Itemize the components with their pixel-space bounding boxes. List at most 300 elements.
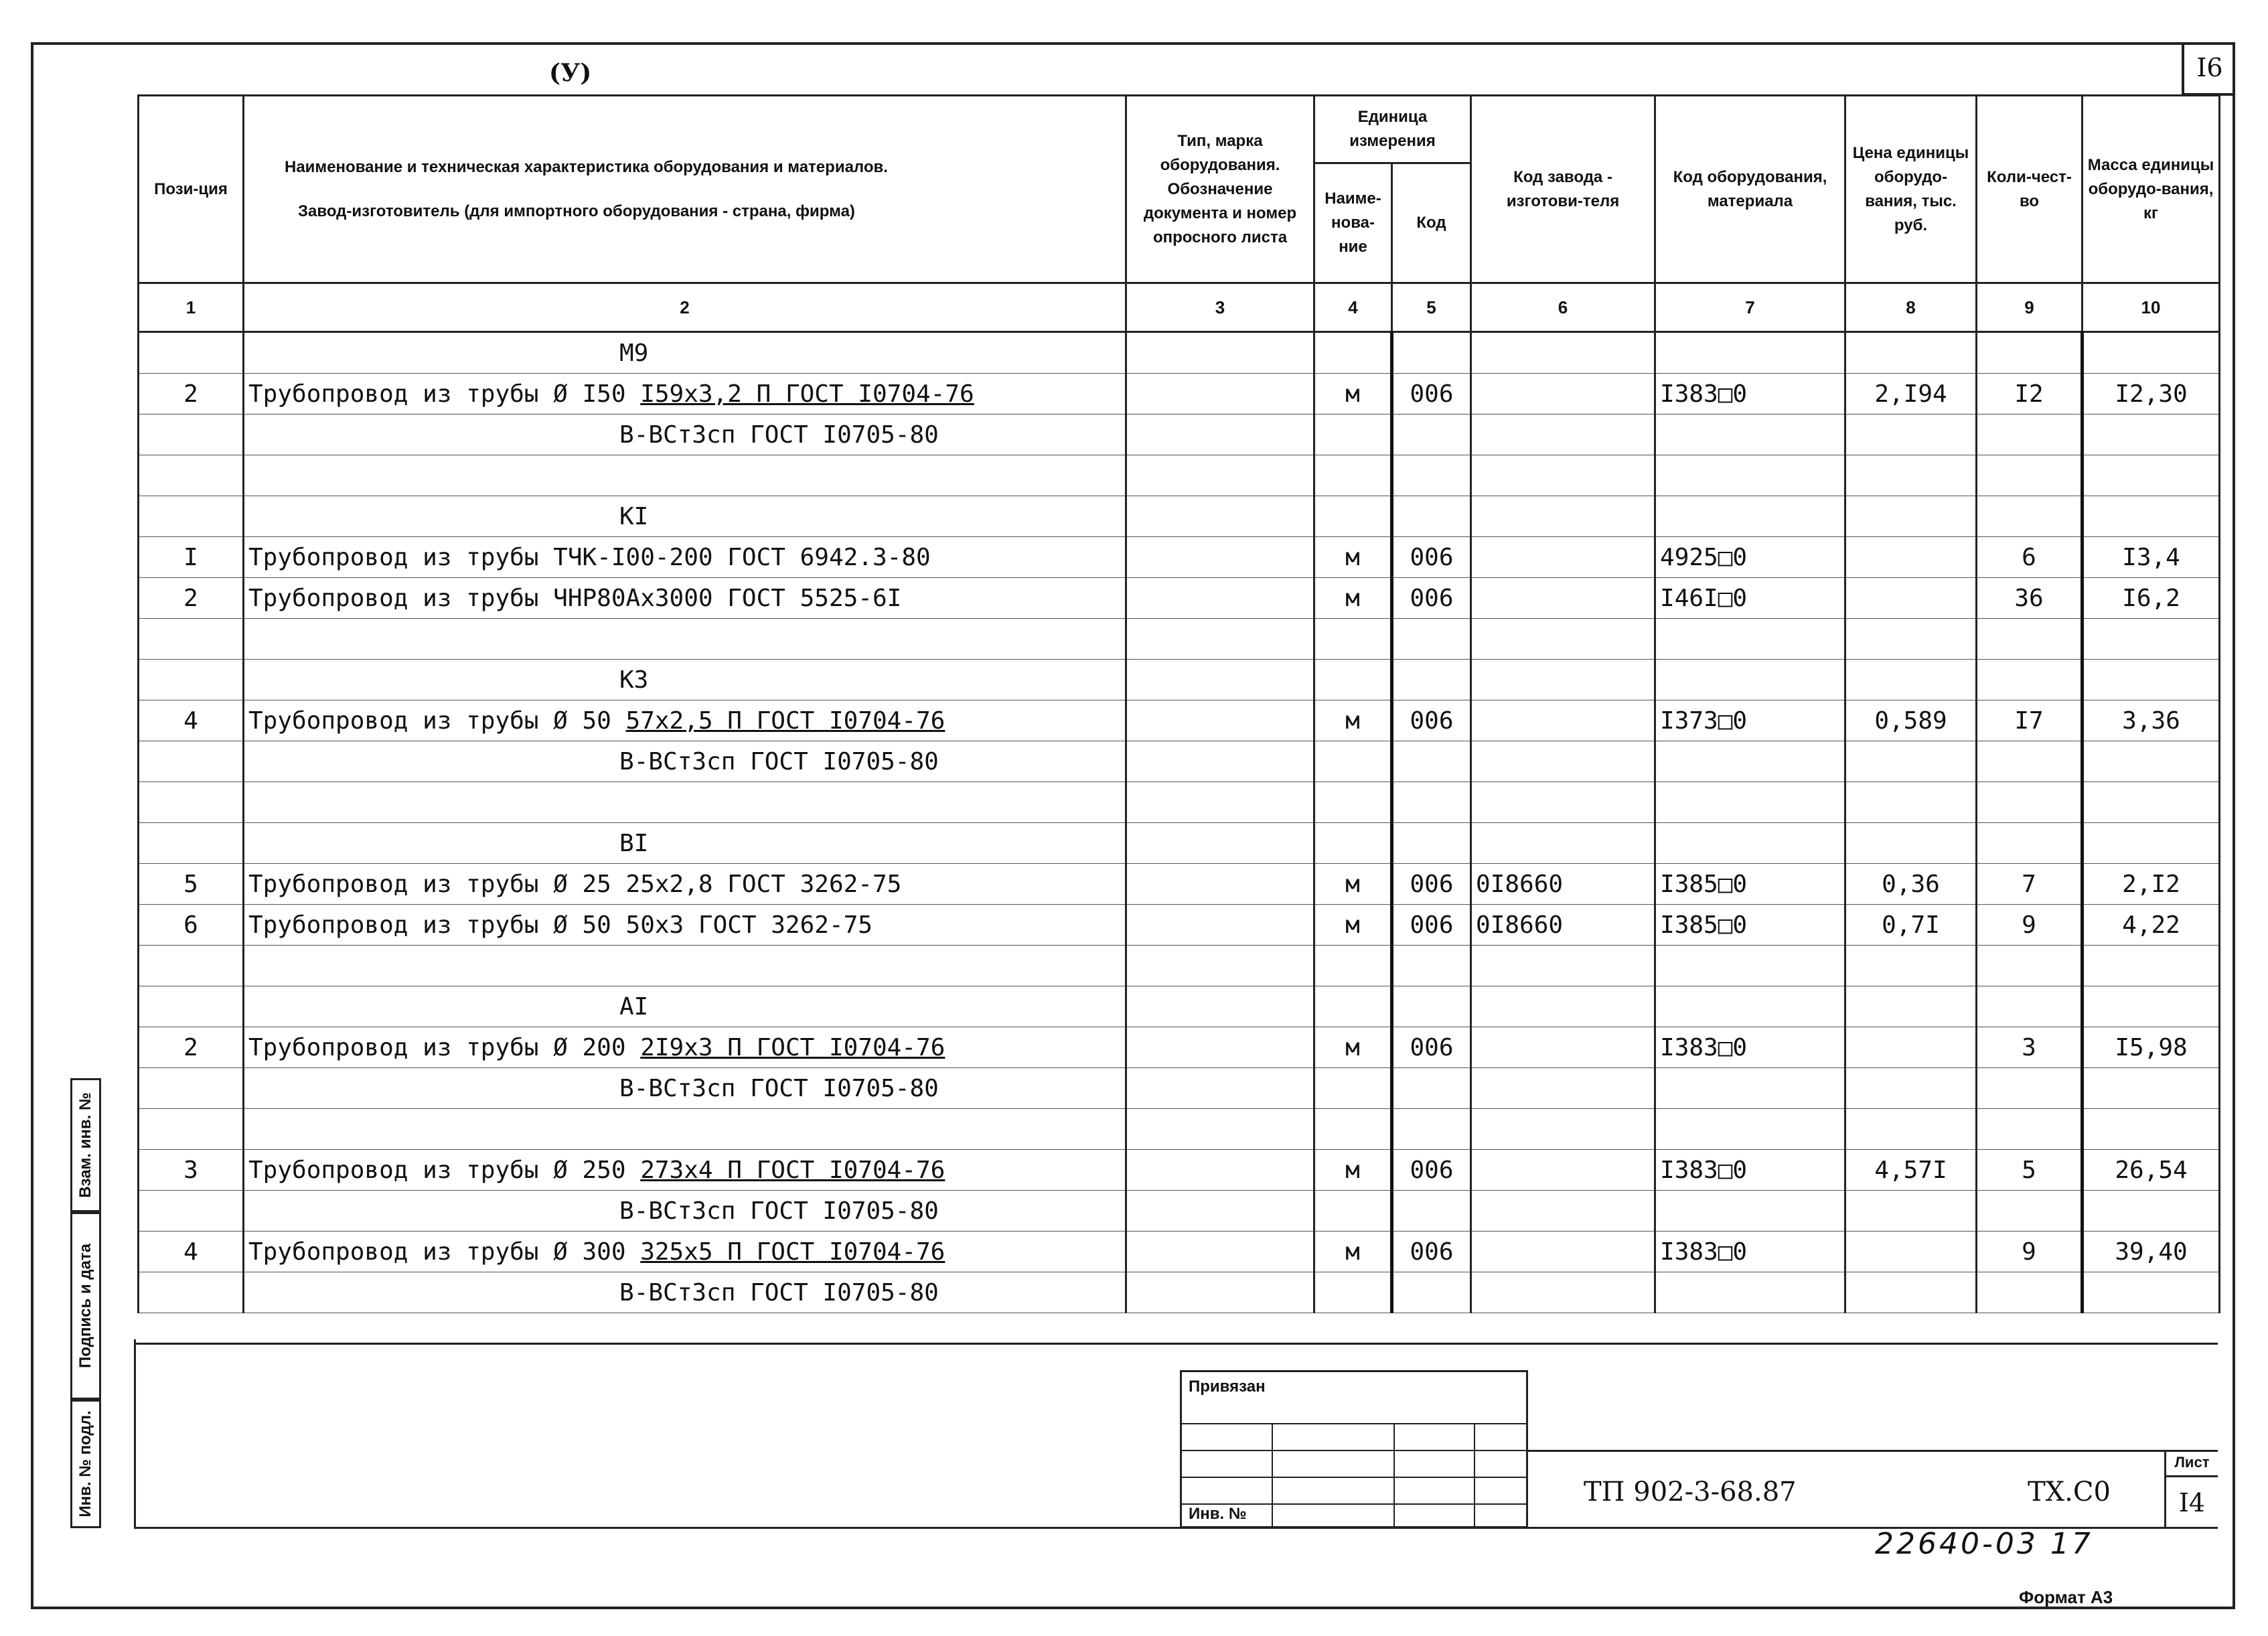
material-code-cell bbox=[1655, 1068, 1845, 1109]
name-cell bbox=[244, 864, 1126, 905]
type-cell bbox=[1126, 332, 1314, 374]
position-cell: 2 bbox=[139, 1027, 244, 1068]
price-cell: 0,7I bbox=[1845, 905, 1977, 946]
material-code-cell bbox=[1655, 946, 1845, 986]
name-spec-text: 325x5 П ГОСТ I0704-76 bbox=[640, 1238, 946, 1266]
price-cell: 0,589 bbox=[1845, 700, 1977, 741]
mass-cell: I5,98 bbox=[2083, 1027, 2220, 1068]
unit-code-cell bbox=[1392, 986, 1471, 1027]
unit-code-cell bbox=[1392, 660, 1471, 700]
quantity-cell: 5 bbox=[1977, 1150, 2083, 1191]
material-code-cell bbox=[1655, 619, 1845, 660]
type-cell bbox=[1126, 1027, 1314, 1068]
position-cell bbox=[139, 1109, 244, 1150]
quantity-cell bbox=[1977, 1272, 2083, 1313]
unit-cell bbox=[1314, 1068, 1392, 1109]
factory-code-cell bbox=[1471, 374, 1655, 415]
name-cell bbox=[244, 946, 1126, 986]
unit-cell: м bbox=[1314, 700, 1392, 741]
group-row bbox=[139, 823, 2220, 864]
name-cell bbox=[244, 1232, 1126, 1272]
position-cell: 4 bbox=[139, 1232, 244, 1272]
position-cell bbox=[139, 946, 244, 986]
position-cell bbox=[139, 660, 244, 700]
name-text: Трубопровод из трубы Ø 50 bbox=[248, 707, 626, 735]
table-bottom-line bbox=[134, 1343, 2218, 1345]
price-cell: 0,36 bbox=[1845, 864, 1977, 905]
position-cell bbox=[139, 1272, 244, 1313]
quantity-cell: 3 bbox=[1977, 1027, 2083, 1068]
factory-code-cell bbox=[1471, 1068, 1655, 1109]
unit-code-cell bbox=[1392, 455, 1471, 496]
group-name-cell: ВI bbox=[244, 823, 1126, 864]
material-code-cell bbox=[1655, 496, 1845, 537]
unit-cell bbox=[1314, 332, 1392, 374]
stamp-divider bbox=[1393, 1423, 1395, 1526]
specification-body bbox=[139, 332, 2220, 1313]
factory-code-cell bbox=[1471, 415, 1655, 455]
position-cell bbox=[139, 823, 244, 864]
unit-code-cell: 006 bbox=[1392, 374, 1471, 415]
table-row bbox=[139, 1191, 2220, 1232]
material-code-cell bbox=[1655, 741, 1845, 782]
table-row bbox=[139, 578, 2220, 619]
price-cell bbox=[1845, 332, 1977, 374]
table-row bbox=[139, 374, 2220, 415]
mass-cell: 3,36 bbox=[2083, 700, 2220, 741]
type-cell bbox=[1126, 1191, 1314, 1232]
mass-cell: 2,I2 bbox=[2083, 864, 2220, 905]
material-code-cell: I373□0 bbox=[1655, 700, 1845, 741]
header-name bbox=[244, 96, 1126, 283]
unit-cell bbox=[1314, 496, 1392, 537]
mass-cell bbox=[2083, 619, 2220, 660]
position-cell bbox=[139, 741, 244, 782]
quantity-cell: 7 bbox=[1977, 864, 2083, 905]
unit-cell bbox=[1314, 415, 1392, 455]
factory-code-cell bbox=[1471, 986, 1655, 1027]
mass-cell bbox=[2083, 455, 2220, 496]
quantity-cell: I7 bbox=[1977, 700, 2083, 741]
material-grade-cell: В-ВСт3сп ГОСТ I0705-80 bbox=[244, 1272, 1126, 1313]
header-quantity: Коли-чест-во bbox=[1977, 96, 2083, 283]
position-cell bbox=[139, 782, 244, 823]
type-cell bbox=[1126, 864, 1314, 905]
factory-code-cell bbox=[1471, 1191, 1655, 1232]
type-cell bbox=[1126, 455, 1314, 496]
unit-cell bbox=[1314, 986, 1392, 1027]
name-cell bbox=[244, 1109, 1126, 1150]
name-text: Трубопровод из трубы ЧНР80Ах3000 ГОСТ 5525-6I bbox=[248, 584, 902, 612]
table-row bbox=[139, 782, 2220, 823]
quantity-cell bbox=[1977, 660, 2083, 700]
name-cell bbox=[244, 1027, 1126, 1068]
group-row bbox=[139, 496, 2220, 537]
col-number: 2 bbox=[244, 283, 1126, 332]
factory-code-cell bbox=[1471, 1272, 1655, 1313]
factory-code-cell bbox=[1471, 1232, 1655, 1272]
type-cell bbox=[1126, 782, 1314, 823]
factory-code-cell: 0I8660 bbox=[1471, 905, 1655, 946]
sheet-tag: I6 bbox=[2182, 42, 2235, 96]
side-stamp-inv-podl: Инв. № подл. bbox=[70, 1400, 101, 1528]
mass-cell bbox=[2083, 1191, 2220, 1232]
unit-cell: м bbox=[1314, 578, 1392, 619]
group-row bbox=[139, 660, 2220, 700]
left-border bbox=[134, 1339, 136, 1528]
material-code-cell: I385□0 bbox=[1655, 864, 1845, 905]
mass-cell: I3,4 bbox=[2083, 537, 2220, 578]
position-cell bbox=[139, 1191, 244, 1232]
mass-cell bbox=[2083, 660, 2220, 700]
side-stamp-podpis: Подпись и дата bbox=[70, 1212, 101, 1400]
type-cell bbox=[1126, 986, 1314, 1027]
mass-cell bbox=[2083, 1068, 2220, 1109]
position-cell: 6 bbox=[139, 905, 244, 946]
unit-code-cell bbox=[1392, 332, 1471, 374]
position-cell bbox=[139, 496, 244, 537]
header-unit-name: Наиме-нова-ние bbox=[1314, 163, 1392, 283]
col-number: 9 bbox=[1977, 283, 2083, 332]
unit-cell bbox=[1314, 1272, 1392, 1313]
type-cell bbox=[1126, 1150, 1314, 1191]
quantity-cell: 9 bbox=[1977, 1232, 2083, 1272]
unit-code-cell: 006 bbox=[1392, 700, 1471, 741]
quantity-cell bbox=[1977, 986, 2083, 1027]
quantity-cell: 6 bbox=[1977, 537, 2083, 578]
header-material-code: Код оборудования, материала bbox=[1655, 96, 1845, 283]
factory-code-cell: 0I8660 bbox=[1471, 864, 1655, 905]
name-cell bbox=[244, 374, 1126, 415]
material-code-cell: I383□0 bbox=[1655, 374, 1845, 415]
type-cell bbox=[1126, 374, 1314, 415]
position-cell bbox=[139, 415, 244, 455]
price-cell bbox=[1845, 741, 1977, 782]
unit-cell bbox=[1314, 455, 1392, 496]
table-row bbox=[139, 619, 2220, 660]
material-code-cell bbox=[1655, 455, 1845, 496]
name-spec-text: 2I9x3 П ГОСТ I0704-76 bbox=[640, 1033, 946, 1061]
name-text: Трубопровод из трубы Ø 250 bbox=[248, 1156, 641, 1184]
document-code: ТП 902-3-68.87 bbox=[1584, 1477, 1797, 1507]
table-row bbox=[139, 741, 2220, 782]
handwritten-number: 22640-03 17 bbox=[1875, 1527, 2093, 1561]
name-text: Трубопровод из трубы Ø 50 50x3 ГОСТ 3262-75 bbox=[248, 911, 873, 939]
material-code-cell: I385□0 bbox=[1655, 905, 1845, 946]
col-number: 3 bbox=[1126, 283, 1314, 332]
specification-table bbox=[137, 94, 2220, 1313]
price-cell bbox=[1845, 537, 1977, 578]
name-spec-text: 57x2,5 П ГОСТ I0704-76 bbox=[625, 707, 946, 735]
quantity-cell bbox=[1977, 782, 2083, 823]
mass-cell bbox=[2083, 496, 2220, 537]
mass-cell bbox=[2083, 782, 2220, 823]
unit-code-cell bbox=[1392, 946, 1471, 986]
unit-code-cell bbox=[1392, 619, 1471, 660]
position-cell: 5 bbox=[139, 864, 244, 905]
quantity-cell: I2 bbox=[1977, 374, 2083, 415]
unit-code-cell bbox=[1392, 496, 1471, 537]
material-grade-cell: В-ВСт3сп ГОСТ I0705-80 bbox=[244, 1068, 1126, 1109]
quantity-cell bbox=[1977, 455, 2083, 496]
column-numbers-row bbox=[139, 283, 2220, 332]
unit-code-cell: 006 bbox=[1392, 864, 1471, 905]
price-cell bbox=[1845, 1191, 1977, 1232]
table-row bbox=[139, 1150, 2220, 1191]
inv-label: Инв. № bbox=[1189, 1505, 1247, 1523]
material-code-cell: 4925□0 bbox=[1655, 537, 1845, 578]
name-cell bbox=[244, 619, 1126, 660]
factory-code-cell bbox=[1471, 1109, 1655, 1150]
stamp-divider bbox=[1474, 1423, 1475, 1526]
material-code-cell: I46I□0 bbox=[1655, 578, 1845, 619]
col-number: 7 bbox=[1655, 283, 1845, 332]
stamp-divider bbox=[1272, 1423, 1273, 1526]
material-code-cell: I383□0 bbox=[1655, 1027, 1845, 1068]
factory-code-cell bbox=[1471, 741, 1655, 782]
quantity-cell bbox=[1977, 741, 2083, 782]
type-cell bbox=[1126, 1272, 1314, 1313]
factory-code-cell bbox=[1471, 619, 1655, 660]
col-number: 4 bbox=[1314, 283, 1392, 332]
type-cell bbox=[1126, 415, 1314, 455]
unit-code-cell: 006 bbox=[1392, 578, 1471, 619]
material-code-cell bbox=[1655, 782, 1845, 823]
unit-code-cell: 006 bbox=[1392, 905, 1471, 946]
material-grade-cell: В-ВСт3сп ГОСТ I0705-80 bbox=[244, 741, 1126, 782]
price-cell bbox=[1845, 415, 1977, 455]
unit-cell bbox=[1314, 946, 1392, 986]
mass-cell bbox=[2083, 332, 2220, 374]
mass-cell: 39,40 bbox=[2083, 1232, 2220, 1272]
name-text: Трубопровод из трубы Ø I50 bbox=[248, 380, 641, 408]
group-name-cell: КI bbox=[244, 496, 1126, 537]
position-cell: 4 bbox=[139, 700, 244, 741]
position-cell bbox=[139, 455, 244, 496]
col-number: 10 bbox=[2083, 283, 2220, 332]
name-cell bbox=[244, 578, 1126, 619]
document-section: ТХ.С0 bbox=[2028, 1477, 2111, 1507]
unit-cell: м bbox=[1314, 374, 1392, 415]
col-number: 5 bbox=[1392, 283, 1471, 332]
price-cell bbox=[1845, 986, 1977, 1027]
header-row bbox=[139, 96, 2220, 163]
unit-cell bbox=[1314, 741, 1392, 782]
factory-code-cell bbox=[1471, 537, 1655, 578]
unit-code-cell: 006 bbox=[1392, 1150, 1471, 1191]
group-name-cell: К3 bbox=[244, 660, 1126, 700]
material-code-cell bbox=[1655, 1272, 1845, 1313]
factory-code-cell bbox=[1471, 700, 1655, 741]
price-cell bbox=[1845, 1068, 1977, 1109]
sheet-label: Лист bbox=[2166, 1450, 2218, 1477]
material-code-cell bbox=[1655, 1191, 1845, 1232]
table-row bbox=[139, 905, 2220, 946]
type-cell bbox=[1126, 946, 1314, 986]
type-cell bbox=[1126, 496, 1314, 537]
type-cell bbox=[1126, 741, 1314, 782]
unit-cell: м bbox=[1314, 1150, 1392, 1191]
quantity-cell bbox=[1977, 496, 2083, 537]
table-row bbox=[139, 1232, 2220, 1272]
type-cell bbox=[1126, 1232, 1314, 1272]
mass-cell bbox=[2083, 823, 2220, 864]
name-cell bbox=[244, 537, 1126, 578]
type-cell bbox=[1126, 578, 1314, 619]
type-cell bbox=[1126, 700, 1314, 741]
table-row bbox=[139, 1109, 2220, 1150]
table-row bbox=[139, 537, 2220, 578]
unit-cell bbox=[1314, 619, 1392, 660]
unit-code-cell bbox=[1392, 1191, 1471, 1232]
header-mass: Масса единицы оборудо-вания, кг bbox=[2083, 96, 2220, 283]
col-number: 8 bbox=[1845, 283, 1977, 332]
price-cell bbox=[1845, 578, 1977, 619]
quantity-cell bbox=[1977, 823, 2083, 864]
material-grade-cell: В-ВСт3сп ГОСТ I0705-80 bbox=[244, 415, 1126, 455]
price-cell bbox=[1845, 496, 1977, 537]
price-cell bbox=[1845, 660, 1977, 700]
unit-cell: м bbox=[1314, 905, 1392, 946]
factory-code-cell bbox=[1471, 496, 1655, 537]
unit-code-cell bbox=[1392, 823, 1471, 864]
material-code-cell bbox=[1655, 1109, 1845, 1150]
quantity-cell bbox=[1977, 415, 2083, 455]
col-number: 1 bbox=[139, 283, 244, 332]
quantity-cell bbox=[1977, 946, 2083, 986]
unit-cell bbox=[1314, 1191, 1392, 1232]
position-cell: 3 bbox=[139, 1150, 244, 1191]
unit-cell bbox=[1314, 782, 1392, 823]
material-grade-cell: В-ВСт3сп ГОСТ I0705-80 bbox=[244, 1191, 1126, 1232]
table-row bbox=[139, 700, 2220, 741]
type-cell bbox=[1126, 660, 1314, 700]
quantity-cell bbox=[1977, 332, 2083, 374]
name-text: Трубопровод из трубы Ø 200 bbox=[248, 1033, 641, 1061]
position-cell: I bbox=[139, 537, 244, 578]
unit-code-cell bbox=[1392, 741, 1471, 782]
price-cell bbox=[1845, 1232, 1977, 1272]
position-cell bbox=[139, 619, 244, 660]
table-row bbox=[139, 1272, 2220, 1313]
name-text: Трубопровод из трубы Ø 25 25x2,8 ГОСТ 3262-75 bbox=[248, 870, 902, 898]
mass-cell bbox=[2083, 741, 2220, 782]
price-cell: 2,I94 bbox=[1845, 374, 1977, 415]
material-code-cell bbox=[1655, 415, 1845, 455]
unit-code-cell bbox=[1392, 782, 1471, 823]
type-cell bbox=[1126, 619, 1314, 660]
sheet-number: I4 bbox=[2178, 1488, 2206, 1517]
factory-code-cell bbox=[1471, 455, 1655, 496]
bound-label: Привязан bbox=[1189, 1378, 1266, 1396]
header-name-line1: Наименование и техническая характеристика оборудования и материалов. bbox=[285, 157, 888, 176]
group-name-cell: АI bbox=[244, 986, 1126, 1027]
mass-cell: 26,54 bbox=[2083, 1150, 2220, 1191]
mass-cell bbox=[2083, 1109, 2220, 1150]
mass-cell: I6,2 bbox=[2083, 578, 2220, 619]
type-cell bbox=[1126, 905, 1314, 946]
mass-cell bbox=[2083, 986, 2220, 1027]
quantity-cell bbox=[1977, 1068, 2083, 1109]
table-row bbox=[139, 946, 2220, 986]
binding-stamp bbox=[1180, 1370, 1528, 1528]
quantity-cell: 36 bbox=[1977, 578, 2083, 619]
corner-mark: (У) bbox=[549, 59, 592, 87]
sheet-number-box bbox=[2164, 1450, 2218, 1528]
factory-code-cell bbox=[1471, 660, 1655, 700]
unit-code-cell bbox=[1392, 1109, 1471, 1150]
header-type: Тип, марка оборудования. Обозначение документа и номер опросного листа bbox=[1126, 96, 1314, 283]
quantity-cell bbox=[1977, 1191, 2083, 1232]
price-cell bbox=[1845, 946, 1977, 986]
type-cell bbox=[1126, 1068, 1314, 1109]
position-cell bbox=[139, 986, 244, 1027]
material-code-cell bbox=[1655, 986, 1845, 1027]
position-cell bbox=[139, 332, 244, 374]
position-cell bbox=[139, 1068, 244, 1109]
price-cell bbox=[1845, 455, 1977, 496]
unit-code-cell: 006 bbox=[1392, 1027, 1471, 1068]
unit-code-cell: 006 bbox=[1392, 537, 1471, 578]
factory-code-cell bbox=[1471, 1027, 1655, 1068]
mass-cell bbox=[2083, 1272, 2220, 1313]
col-number: 6 bbox=[1471, 283, 1655, 332]
type-cell bbox=[1126, 537, 1314, 578]
unit-cell: м bbox=[1314, 1232, 1392, 1272]
position-cell: 2 bbox=[139, 578, 244, 619]
group-row bbox=[139, 332, 2220, 374]
factory-code-cell bbox=[1471, 782, 1655, 823]
name-cell bbox=[244, 455, 1126, 496]
unit-cell: м bbox=[1314, 537, 1392, 578]
price-cell bbox=[1845, 823, 1977, 864]
name-cell bbox=[244, 782, 1126, 823]
table-row bbox=[139, 1068, 2220, 1109]
type-cell bbox=[1126, 823, 1314, 864]
table-row bbox=[139, 455, 2220, 496]
name-text: Трубопровод из трубы Ø 300 bbox=[248, 1238, 641, 1266]
factory-code-cell bbox=[1471, 1150, 1655, 1191]
price-cell bbox=[1845, 782, 1977, 823]
price-cell bbox=[1845, 1027, 1977, 1068]
price-cell: 4,57I bbox=[1845, 1150, 1977, 1191]
header-position: Пози-ция bbox=[139, 96, 244, 283]
mass-cell: 4,22 bbox=[2083, 905, 2220, 946]
factory-code-cell bbox=[1471, 823, 1655, 864]
group-row bbox=[139, 986, 2220, 1027]
table-row bbox=[139, 864, 2220, 905]
unit-code-cell: 006 bbox=[1392, 1232, 1471, 1272]
format-label: Формат А3 bbox=[2019, 1587, 2113, 1607]
mass-cell bbox=[2083, 946, 2220, 986]
quantity-cell bbox=[1977, 1109, 2083, 1150]
group-name-cell: М9 bbox=[244, 332, 1126, 374]
price-cell bbox=[1845, 1272, 1977, 1313]
price-cell bbox=[1845, 1109, 1977, 1150]
header-factory-code: Код завода - изготови-теля bbox=[1471, 96, 1655, 283]
mass-cell bbox=[2083, 415, 2220, 455]
unit-cell bbox=[1314, 660, 1392, 700]
table-row bbox=[139, 1027, 2220, 1068]
quantity-cell: 9 bbox=[1977, 905, 2083, 946]
name-cell bbox=[244, 1150, 1126, 1191]
name-spec-text: I59x3,2 П ГОСТ I0704-76 bbox=[640, 380, 974, 408]
header-name-line2: Завод-изготовитель (для импортного оборудования - страна, фирма) bbox=[298, 202, 855, 220]
name-spec-text: 273x4 П ГОСТ I0704-76 bbox=[640, 1156, 946, 1184]
name-cell bbox=[244, 905, 1126, 946]
material-code-cell bbox=[1655, 823, 1845, 864]
factory-code-cell bbox=[1471, 332, 1655, 374]
